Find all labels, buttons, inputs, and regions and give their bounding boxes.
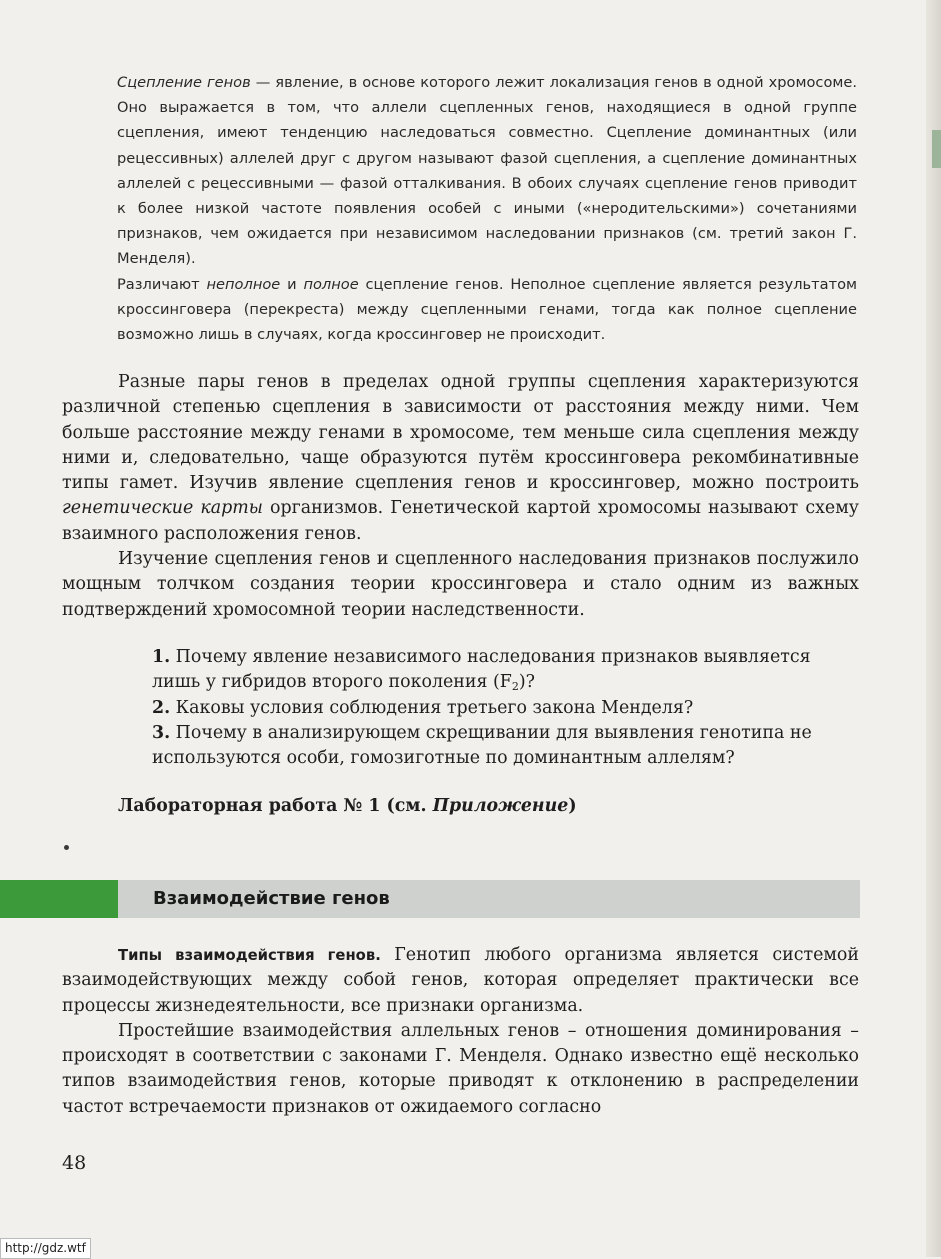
main-text bbox=[62, 370, 859, 623]
paragraph-lead: Типы взаимодействия генов. bbox=[118, 947, 381, 964]
definition-paragraph-types: Различают неполное и полное сцепление генов. Неполное сцепление является результатом кроссинговера (перекреста) между сцепленными генами, тогда как полное сцепление возможно лишь в случаях, когда кроссинговер не происходит. bbox=[117, 275, 858, 344]
lab-work-reference: Лабораторная работа № 1 (см. Приложение) bbox=[118, 796, 577, 816]
question-1: 1. Почему явление независимого наследования признаков выявляется лишь у гибридов второго поколения $(F_2)$? bbox=[152, 647, 811, 694]
page-number: 48 bbox=[62, 1152, 87, 1174]
section-title: Взаимодействие генов bbox=[153, 888, 390, 909]
review-questions bbox=[152, 645, 859, 771]
margin-tab bbox=[932, 130, 941, 168]
section-accent bbox=[0, 880, 118, 918]
question-2: 2. Каковы условия соблюдения третьего закона Менделя? bbox=[152, 697, 694, 718]
paragraph-linkage-degree: Разные пары генов в пределах одной группы сцепления характеризуются различной степенью сцепления в зависимости от расстояния между ними. Чем больше расстояние между генами в хромосоме, тем меньше сила сцепления между ними и, следовательно, чаще образуются путём кроссинговера рекомбинативные типы гамет. Изучив явление сцепления генов и кроссинговер, можно построить генетические карты организмов. Генетической картой хромосомы называют схему взаимного расположения генов. bbox=[62, 372, 859, 544]
section-header bbox=[0, 880, 860, 918]
section-text bbox=[62, 943, 859, 1120]
definition-paragraph-linkage: Сцепление генов — явление, в основе которого лежит локализация генов в одной хромосоме. Оно выражается в том, что аллели сцепленных генов, находящиеся в одной группе сцепления, имеют тенденцию наследоваться совместно. Сцепление доминантных (или рецессивных) аллелей друг с другом называют фазой сцепления, а сцепление доминантных аллелей с рецессивными — фазой отталкивания. В обоих случаях сцепление генов приводит к более низкой частоте появления особей с иными («неродительскими») сочетаниями признаков, чем ожидается при независимом наследовании признаков (см. третий закон Г. Менделя). bbox=[117, 74, 858, 268]
term-incomplete: неполное bbox=[206, 275, 281, 293]
term-complete: полное bbox=[303, 275, 359, 293]
paragraph-allelic-interaction: Простейшие взаимодействия аллельных генов – отношения доминирования – происходят в соответствии с законами Г. Менделя. Однако известно ещё несколько типов взаимодействия генов, которые приводят к отклонению в распределении частот встречаемости признаков от ожидаемого согласно bbox=[62, 1020, 859, 1117]
definition-box bbox=[117, 70, 857, 347]
dot-mark bbox=[64, 845, 69, 850]
term-genetic-maps: генетические карты bbox=[62, 498, 263, 519]
watermark: http://gdz.wtf bbox=[0, 1238, 91, 1259]
question-3: 3. Почему в анализирующем скрещивании для выявления генотипа не используются особи, гомозиготные по доминантным аллелям? bbox=[152, 722, 812, 769]
page-edge bbox=[926, 0, 941, 1257]
paragraph-crossing-over-theory: Изучение сцепления генов и сцепленного наследования признаков послужило мощным толчком создания теории кроссинговера и стало одним из важных подтверждений хромосомной теории наследственности. bbox=[62, 549, 859, 620]
term-linkage: Сцепление генов bbox=[117, 74, 251, 91]
paragraph-interaction-types: Типы взаимодействия генов. Генотип любого организма является системой взаимодействующих между собой генов, которая определяет практически все процессы жизнедеятельности, все признаки организма. bbox=[62, 945, 859, 1016]
